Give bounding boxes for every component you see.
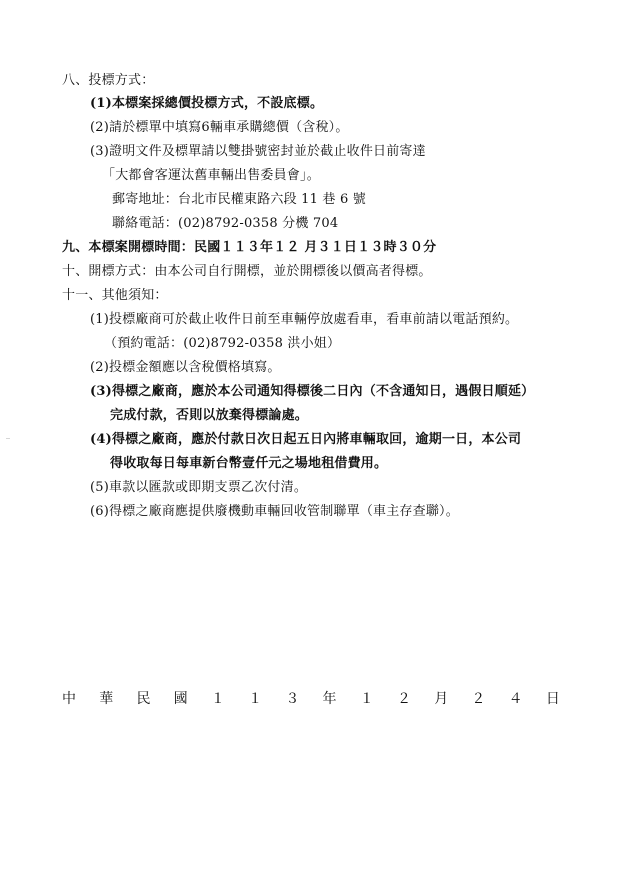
- date-char: 日: [545, 691, 560, 707]
- date-char: ２: [396, 691, 411, 707]
- section-nine-heading: 九、本標案開標時間：民國１１３年１２ 月３１日１３時３０分: [62, 240, 437, 255]
- item-8-1: (1)本標案採總價投標方式，不設底標。: [90, 96, 324, 111]
- date-char: 民: [136, 691, 151, 707]
- item-11-4: (4)得標之廠商，應於付款日次日起五日內將車輛取回，逾期一日，本公司: [90, 432, 522, 447]
- date-char: 年: [322, 691, 337, 707]
- date-char: ３: [285, 691, 300, 707]
- item-11-3: (3)得標之廠商，應於本公司通知得標後二日內（不含通知日，遇假日順延）: [90, 384, 535, 399]
- date-char: 國: [173, 691, 188, 707]
- scan-mark: [6, 438, 10, 439]
- item-11-6: (6)得標之廠商應提供廢機動車輛回收管制聯單（車主存查聯）。: [90, 504, 459, 519]
- section-eleven-heading: 十一、其他須知：: [62, 288, 168, 303]
- date-char: 華: [99, 691, 114, 707]
- document-date: [62, 690, 560, 708]
- item-8-3: (3)證明文件及標單請以雙掛號密封並於截止收件日前寄達: [90, 144, 426, 159]
- date-char: ２: [471, 691, 486, 707]
- committee-name: 「大都會客運汰舊車輛出售委員會」。: [102, 168, 320, 183]
- date-char: ４: [508, 691, 523, 707]
- item-11-2: (2)投標金額應以含稅價格填寫。: [90, 360, 281, 375]
- date-char: １: [248, 691, 263, 707]
- item-11-5: (5)車款以匯款或即期支票乙次付清。: [90, 480, 308, 495]
- section-ten-heading: 十、開標方式：由本公司自行開標，並於開標後以價高者得標。: [62, 264, 432, 279]
- reservation-phone: （預約電話：(02)8792-0358 洪小姐）: [104, 336, 341, 351]
- contact-phone: 聯絡電話：(02)8792-0358 分機 704: [112, 216, 339, 231]
- item-8-2: (2)請於標單中填寫6輛車承購總價（含稅）。: [90, 120, 349, 135]
- mailing-address: 郵寄地址：台北市民權東路六段 11 巷 6 號: [112, 192, 366, 207]
- date-char: １: [210, 691, 225, 707]
- item-11-4-continued: 得收取每日每車新台幣壹仟元之場地租借費用。: [110, 456, 388, 471]
- item-11-3-continued: 完成付款，否則以放棄得標論處。: [110, 408, 309, 423]
- date-char: １: [359, 691, 374, 707]
- date-char: 月: [434, 691, 449, 707]
- date-char: 中: [62, 691, 76, 707]
- item-11-1: (1)投標廠商可於截止收件日前至車輛停放處看車，看車前請以電話預約。: [90, 312, 519, 327]
- section-eight-heading: 八、投標方式：: [62, 73, 155, 88]
